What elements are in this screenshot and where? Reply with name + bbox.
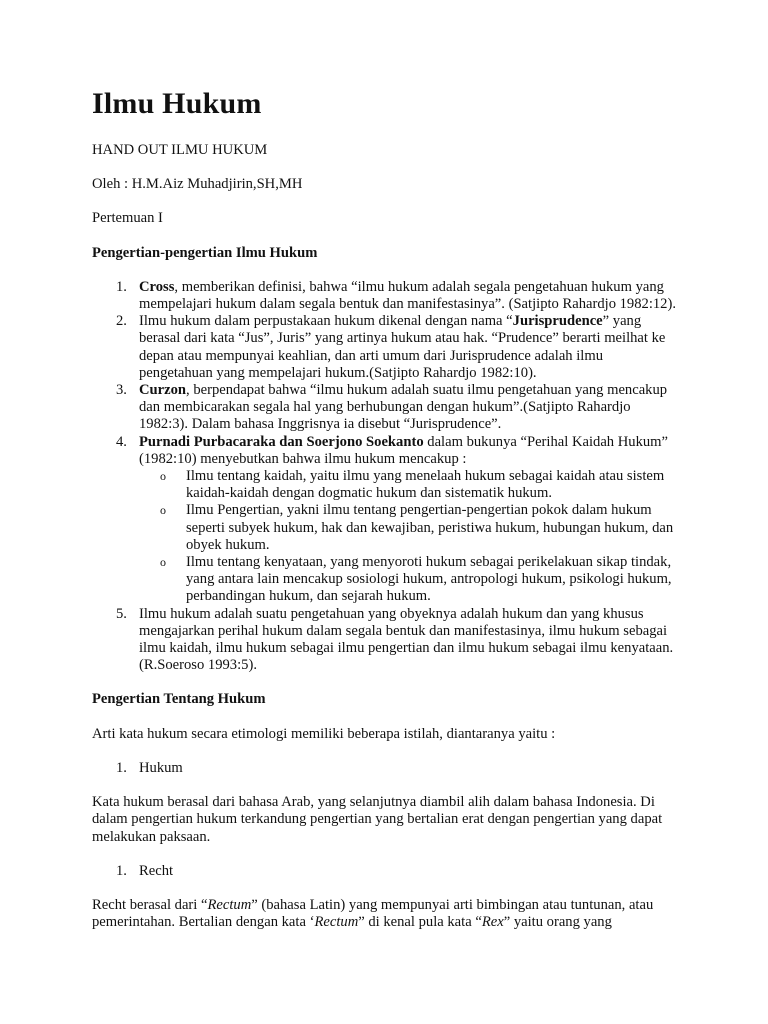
session-line: Pertemuan I [92,210,163,227]
paragraph-recht [92,897,677,931]
list-number: 3. [116,382,127,399]
list-item-pre: Ilmu hukum dalam perpustakaan hukum dikenal dengan nama “ [139,313,513,330]
sub-list-item [139,554,677,606]
paragraph-text: ” di kenal pula kata “ [358,914,482,931]
list-number: 4. [116,433,127,450]
paragraph-text: ” (bahasa Latin) yang mempunyai arti bimbingan atau tuntunan, atau pemerintahan. Bertalian dengan kata ‘ [92,896,654,931]
sub-list-item-text: Ilmu Pengertian, yakni ilmu tentang pengertian-pengertian pokok dalam hukum seperti subyek hukum, hak dan kewajiban, peristiwa hukum, hubungan hukum, dan obyek hukum. [186,502,674,553]
paragraph-text: Recht berasal dari “ [92,896,208,913]
definitions-list [92,279,677,675]
list-number: 1. [116,759,127,776]
bullet-icon: o [160,469,166,484]
page-title: Ilmu Hukum [92,87,262,120]
list-item-text: ” yang berasal dari kata “Jus”, Juris” yang artinya hukum atau hak. “Prudence” berarti meilhat ke depan atau mempunyai keahlian, dan arti umum dari Jurisprudence adalah ilmu pengetahuan yang mempelajari hukum.(Satjipto Rahardjo 1982:10). [139,313,666,381]
term-italic: Rectum [314,914,359,931]
term-label: Recht [139,862,174,879]
sub-list-item-text: Ilmu tentang kenyataan, yang menyoroti hukum sebagai perikelakuan sikap tindak, yang antara lain mencakup sosiologi hukum, antropologi hukum, psikologi hukum, perbandingan hukum, dan sejarah hukum. [186,554,672,605]
bullet-icon: o [160,555,166,570]
list-item [92,863,677,880]
term-list-recht [92,863,677,880]
list-item [92,760,677,777]
list-item-text: dalam bukunya “Perihal Kaidah Hukum” (1982:10) menyebutkan bahwa ilmu hukum mencakup : [139,433,668,467]
list-item-text: Ilmu hukum adalah suatu pengetahuan yang obyeknya adalah hukum dan yang khusus mengajarkan perihal hukum dalam segala bentuk dan manifestasinya, ilmu hukum sebagai ilmu kaidah, ilmu hukum sebagai ilmu pengertian dan ilmu hukum sebagai ilmu kenyataan. (R.Soeroso 1993:5). [139,605,674,674]
list-item-bold: Cross [139,278,175,295]
list-item-text: , memberikan definisi, bahwa “ilmu hukum adalah segala pengetahuan hukum yang mempelajari hukum dalam segala bentuk dan manifestasinya”. (Satjipto Rahardjo 1982:12). [139,278,676,313]
sub-list-item-text: Ilmu tentang kaidah, yaitu ilmu yang menelaah hukum sebagai kaidah atau sistem kaidah-kaidah dengan dogmatic hukum dan sistematik hukum. [186,468,665,502]
handout-subtitle: HAND OUT ILMU HUKUM [92,142,268,158]
list-item [92,279,677,313]
section-heading-pengertian-tentang-hukum: Pengertian Tentang Hukum [92,691,266,708]
list-item [92,382,677,434]
term-italic: Rex [481,914,504,931]
list-number: 5. [116,605,127,622]
sub-list-item [139,468,677,502]
term-italic: Rectum [207,896,252,913]
paragraph-hukum: Kata hukum berasal dari bahasa Arab, yang selanjutnya diambil alih dalam bahasa Indonesia. Di dalam pengertian hukum terkandung pengertian yang bertalian erat dengan pengertian yang dapat melakukan paksaan. [92,794,663,845]
section-heading-pengertian-ilmu-hukum: Pengertian-pengertian Ilmu Hukum [92,244,318,261]
sub-list [139,468,677,606]
section-intro: Arti kata hukum secara etimologi memiliki beberapa istilah, diantaranya yaitu : [92,725,556,742]
list-item [92,313,677,382]
list-item [92,606,677,675]
list-number: 1. [116,278,127,295]
list-number: 1. [116,862,127,879]
list-item-bold: Curzon [139,382,187,399]
author-line: Oleh : H.M.Aiz Muhadjirin,SH,MH [92,176,303,193]
term-label: Hukum [139,759,183,776]
sub-list-item [139,502,677,554]
list-item-text: , berpendapat bahwa “ilmu hukum adalah suatu ilmu pengetahuan yang mencakup dan membicarakan segala hal yang berhubungan dengan hukum”.(Satjipto Rahardjo 1982:3). Dalam bahasa Inggrisnya ia disebut “Jurisprudence”. [139,382,668,433]
term-list-hukum [92,760,677,777]
bullet-icon: o [160,503,166,518]
document-body [92,86,677,948]
list-item [92,434,677,606]
list-number: 2. [116,313,127,330]
list-item-bold: Purnadi Purbacaraka dan Soerjono Soekanto [139,433,424,450]
list-item-bold: Jurisprudence [512,313,603,330]
paragraph-text: ” yaitu orang yang [503,914,612,931]
